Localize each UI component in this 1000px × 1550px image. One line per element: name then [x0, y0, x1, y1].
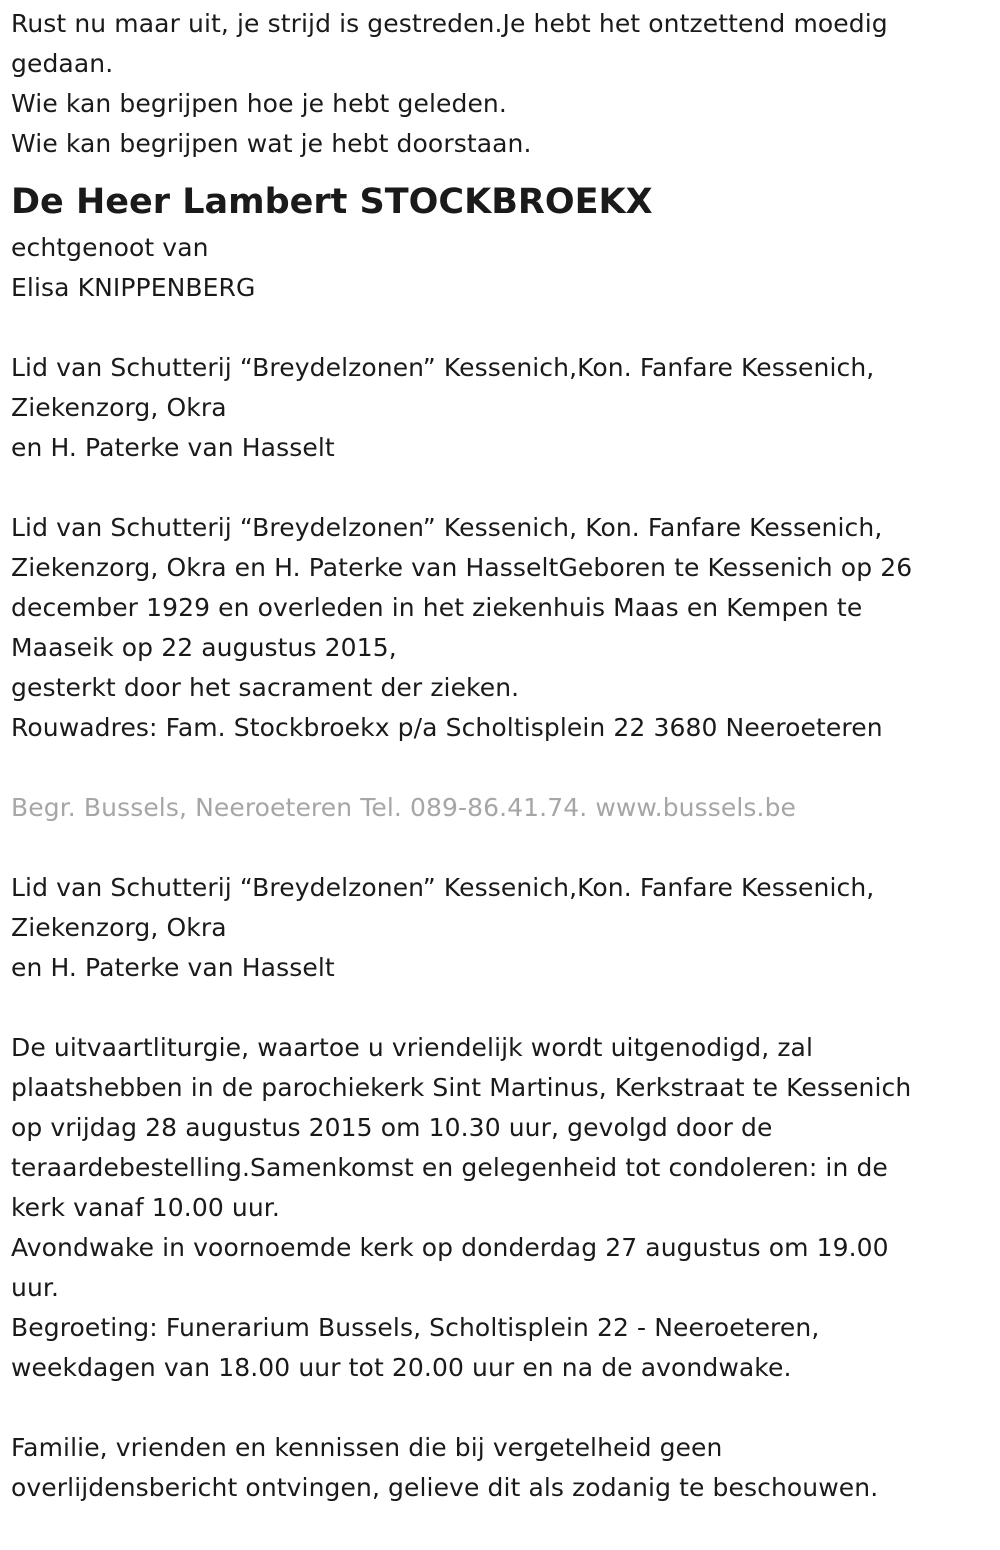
details-line: Maaseik op 22 augustus 2015,: [11, 633, 397, 662]
funeral-line: Begroeting: Funerarium Bussels, Scholtisplein 22 - Neeroeteren,: [11, 1313, 820, 1342]
details-block: [11, 508, 990, 748]
spacer: [11, 988, 990, 1028]
closing-line: Familie, vrienden en kennissen die bij vergetelheid geen: [11, 1433, 723, 1462]
spouse-line: Elisa KNIPPENBERG: [11, 273, 256, 302]
funeral-line: teraardebestelling.Samenkomst en gelegenheid tot condoleren: in de: [11, 1153, 888, 1182]
undertaker-line: Begr. Bussels, Neeroeteren Tel. 089-86.41.74. www.bussels.be: [11, 793, 797, 822]
details-line: Rouwadres: Fam. Stockbroekx p/a Scholtisplein 22 3680 Neeroeteren: [11, 713, 883, 742]
spouse-block: [11, 228, 990, 308]
membership-line: en H. Paterke van Hasselt: [11, 953, 335, 982]
details-line: december 1929 en overleden in het ziekenhuis Maas en Kempen te: [11, 593, 863, 622]
poem: [11, 4, 990, 164]
poem-line: gedaan.: [11, 49, 114, 78]
funeral-line: De uitvaartliturgie, waartoe u vriendelijk wordt uitgenodigd, zal: [11, 1033, 814, 1062]
funeral-line: weekdagen van 18.00 uur tot 20.00 uur en na de avondwake.: [11, 1353, 792, 1382]
spacer: [11, 828, 990, 868]
poem-line: Rust nu maar uit, je strijd is gestreden.Je hebt het ontzettend moedig: [11, 9, 888, 38]
membership-line: Lid van Schutterij “Breydelzonen” Kessenich,Kon. Fanfare Kessenich,: [11, 873, 875, 902]
membership-block-2: [11, 868, 990, 988]
spacer: [11, 748, 990, 788]
details-line: gesterkt door het sacrament der zieken.: [11, 673, 520, 702]
membership-block-1: [11, 348, 990, 468]
spacer: [11, 468, 990, 508]
funeral-line: op vrijdag 28 augustus 2015 om 10.30 uur, gevolgd door de: [11, 1113, 773, 1142]
spacer: [11, 308, 990, 348]
membership-line: Ziekenzorg, Okra: [11, 393, 227, 422]
closing-line: overlijdensbericht ontvingen, gelieve dit als zodanig te beschouwen.: [11, 1473, 879, 1502]
details-line: Lid van Schutterij “Breydelzonen” Kessenich, Kon. Fanfare Kessenich,: [11, 513, 883, 542]
funeral-line: plaatshebben in de parochiekerk Sint Martinus, Kerkstraat te Kessenich: [11, 1073, 912, 1102]
funeral-line: kerk vanaf 10.00 uur.: [11, 1193, 280, 1222]
membership-line: Ziekenzorg, Okra: [11, 913, 227, 942]
poem-line: Wie kan begrijpen hoe je hebt geleden.: [11, 89, 507, 118]
funeral-block: [11, 1028, 990, 1388]
membership-line: Lid van Schutterij “Breydelzonen” Kessenich,Kon. Fanfare Kessenich,: [11, 353, 875, 382]
membership-line: en H. Paterke van Hasselt: [11, 433, 335, 462]
spacer: [11, 1388, 990, 1428]
closing-block: [11, 1428, 990, 1508]
funeral-line: uur.: [11, 1273, 60, 1302]
funeral-line: Avondwake in voornoemde kerk op donderdag 27 augustus om 19.00: [11, 1233, 889, 1262]
details-line: Ziekenzorg, Okra en H. Paterke van HasseltGeboren te Kessenich op 26: [11, 553, 913, 582]
poem-line: Wie kan begrijpen wat je hebt doorstaan.: [11, 129, 532, 158]
spouse-line: echtgenoot van: [11, 233, 209, 262]
deceased-name-heading: De Heer Lambert STOCKBROEKX: [11, 182, 653, 222]
